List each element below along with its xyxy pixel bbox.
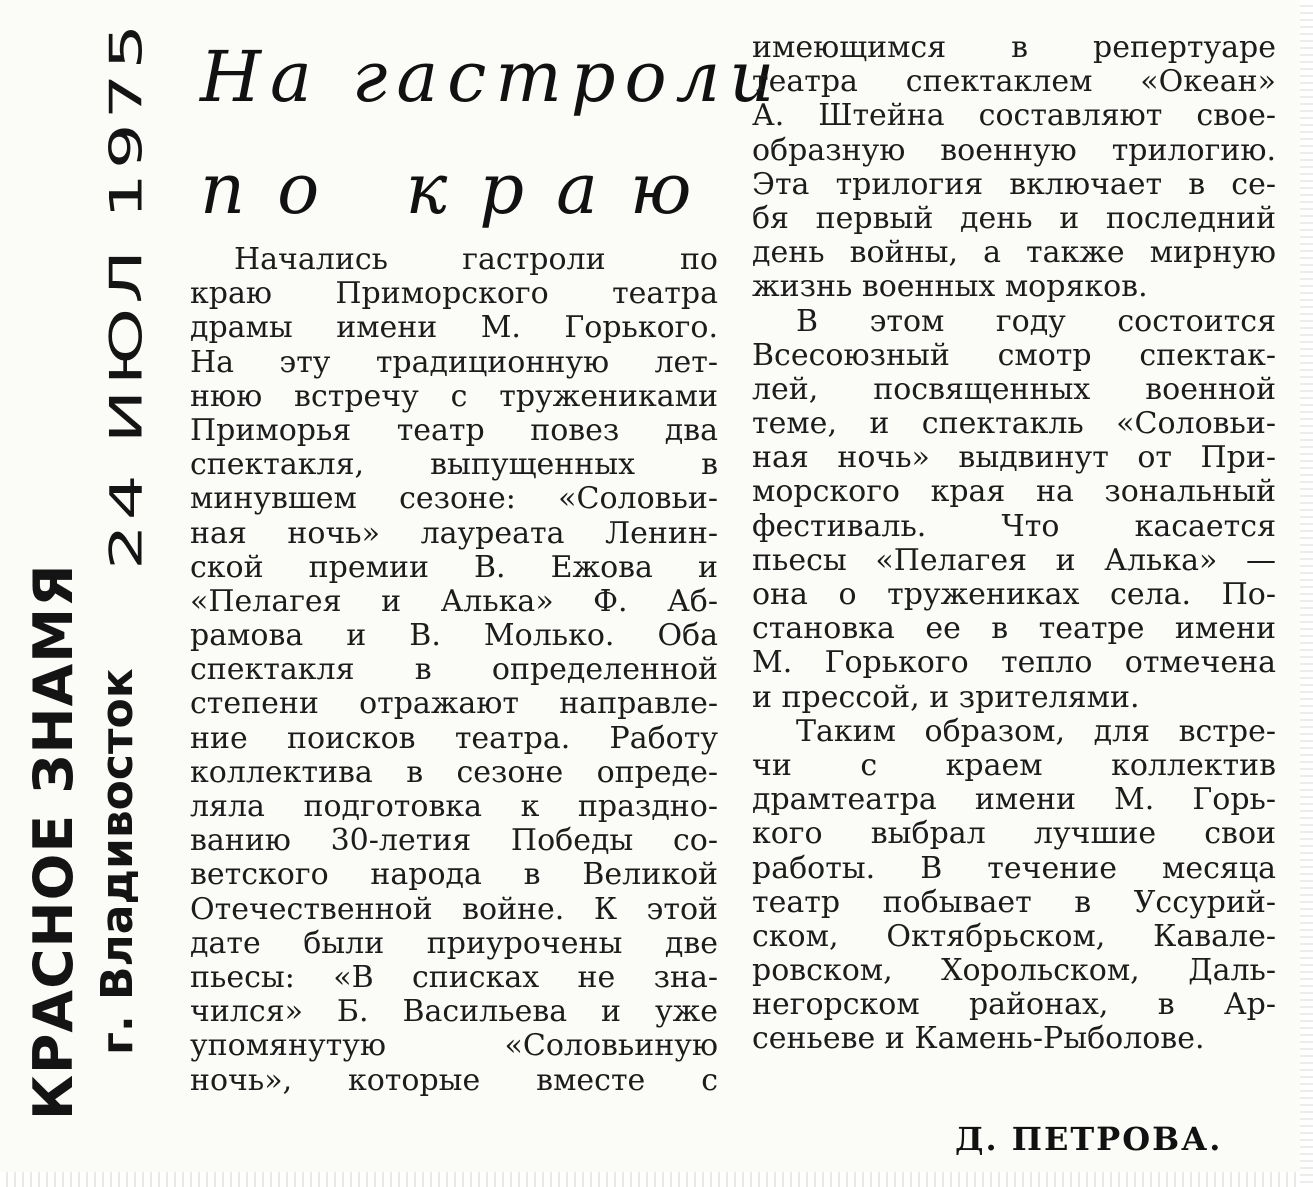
article-text-line: М. Горького тепло отмечена (752, 646, 1276, 681)
author-signature: Д. ПЕТРОВА. (955, 1120, 1223, 1158)
article-text-line: кого выбрал лучшие свои (752, 817, 1276, 852)
article-text-line: ночь», которые вместе с (190, 1063, 718, 1098)
article-text-line: спектакля в определенной (190, 653, 718, 688)
torn-edge-right (1300, 0, 1313, 1187)
article-text-line: ванию 30-летия Победы со- (190, 824, 718, 859)
article-text-line: Начались гастроли по (234, 243, 718, 277)
article-text-line: негорском районах, в Ар- (752, 988, 1276, 1023)
newspaper-name-stamp: КРАСНОЕ ЗНАМЯ (22, 563, 85, 1120)
article-text-line: В этом году состоится (796, 304, 1276, 339)
article-text-line: Всесоюзный смотр спектак- (752, 338, 1276, 373)
article-text-line: лей, посвященных военной (752, 372, 1276, 407)
article-text-line: ском, Октябрьском, Кавале- (752, 919, 1276, 954)
article-column-2 (752, 31, 1276, 1057)
city-stamp: г. Владивосток (92, 668, 143, 1055)
article-text-line: Эта трилогия включает в се- (752, 167, 1276, 202)
article-text-line: драмы имени М. Горького. (190, 311, 718, 346)
article-text-line: морского края на зональный (752, 475, 1276, 510)
article-text-line: нюю встречу с тружениками (190, 379, 718, 414)
article-text-line: имеющимся в репертуаре (752, 31, 1276, 65)
article-text-line: ской премии В. Ежова и (190, 550, 718, 585)
article-text-line: Отечественной войне. К этой (190, 892, 718, 927)
article-text-line: Таким образом, для встре- (796, 714, 1276, 749)
article-text-line: упомянутую «Соловьиную (190, 1029, 718, 1064)
article-text-line: фестиваль. Что касается (752, 509, 1276, 544)
article-text-line: дате были приурочены две (190, 926, 718, 961)
headline-line-1: На гастроли (200, 36, 784, 118)
article-text-line: спектакля, выпущенных в (190, 448, 718, 483)
article-text-line: ровском, Хорольском, Даль- (752, 954, 1276, 989)
article-text-line: она о тружениках села. По- (752, 578, 1276, 612)
article-text-line: жизнь военных моряков. (752, 270, 1148, 305)
article-text-line: бя первый день и последний (752, 201, 1276, 236)
article-text-line: чился» Б. Васильева и уже (190, 995, 718, 1030)
date-stamp: 24 ИЮЛ 1975 (100, 19, 153, 570)
article-text-line: степени отражают направле- (190, 687, 718, 722)
article-text-line: теме, и спектакль «Соловьи- (752, 407, 1276, 442)
article-column-1 (190, 243, 718, 1098)
article-text-line: А. Штейна составляют свое- (752, 99, 1276, 134)
article-text-line: ветского народа в Великой (190, 858, 718, 893)
article-text-line: ние поисков театра. Работу (190, 721, 718, 756)
article-text-line: театр побывает в Уссурий- (752, 885, 1276, 920)
article-text-line: театра спектаклем «Океан» (752, 65, 1276, 100)
article-text-line: образную военную трилогию. (752, 133, 1276, 168)
article-text-line: чи с краем коллектив (752, 748, 1276, 783)
article-text-line: драмтеатра имени М. Горь- (752, 783, 1276, 818)
article-text-line: пьесы «Пелагея и Алька» — (752, 543, 1276, 578)
article-text-line: коллектива в сезоне опреде- (190, 755, 718, 790)
article-text-line: ляла подготовка к праздно- (190, 790, 718, 824)
article-text-line: минувшем сезоне: «Соловьи- (190, 482, 718, 517)
article-text-line: и прессой, и зрителями. (752, 680, 1140, 715)
article-text-line: пьесы: «В списках не зна- (190, 960, 718, 995)
article-text-line: ная ночь» лауреата Ленин- (190, 516, 718, 551)
article-text-line: «Пелагея и Алька» Ф. Аб- (190, 584, 718, 619)
article-text-line: работы. В течение месяца (752, 851, 1276, 886)
torn-edge-bottom (0, 1172, 1313, 1187)
article-text-line: ная ночь» выдвинут от При- (752, 441, 1276, 476)
article-text-line: сеньеве и Камень-Рыболове. (752, 1022, 1205, 1057)
article-text-line: Приморья театр повез два (190, 413, 718, 448)
headline-line-2: по краю (200, 148, 724, 230)
article-text-line: рамова и В. Молько. Оба (190, 619, 718, 654)
article-text-line: становка ее в театре имени (752, 612, 1276, 647)
article-text-line: день войны, а также мирную (752, 236, 1276, 271)
article-text-line: краю Приморского театра (190, 277, 718, 312)
article-text-line: На эту традиционную лет- (190, 345, 718, 380)
